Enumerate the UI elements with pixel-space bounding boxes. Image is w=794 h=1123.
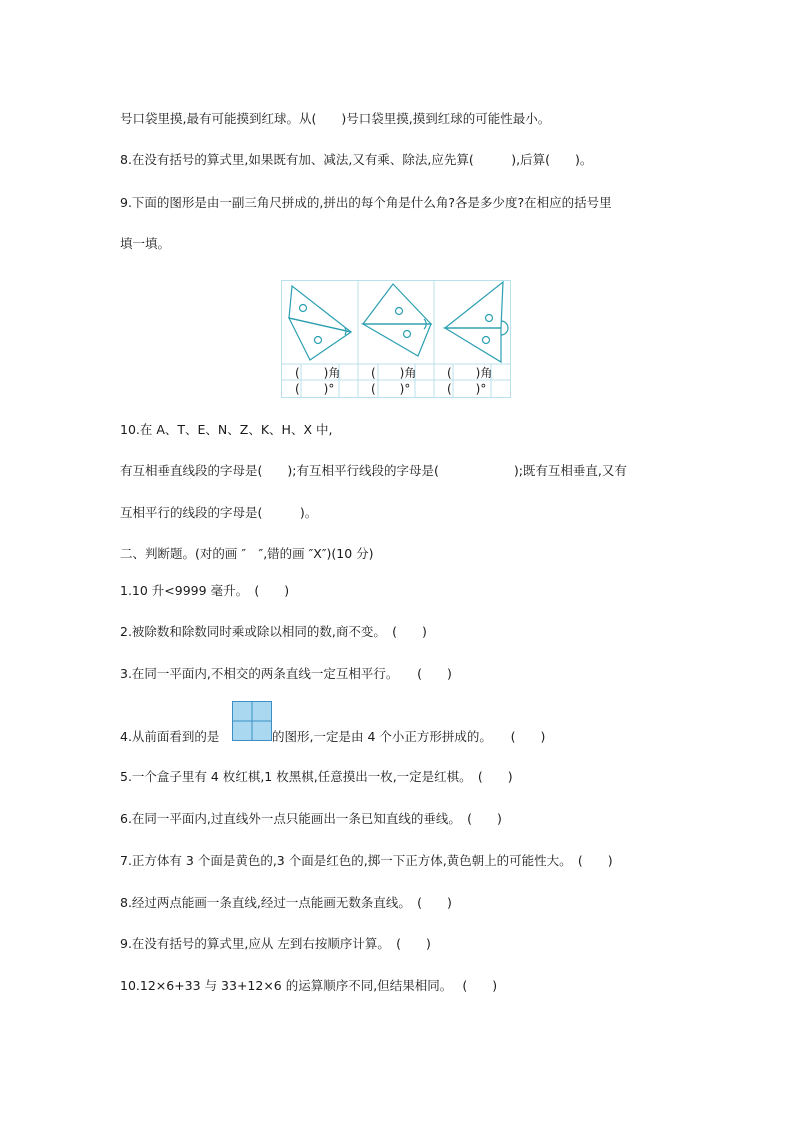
q10-line-1: 10.在 A、T、E、N、Z、K、H、X 中, [120,422,333,437]
triangle-panel-2 [363,284,431,356]
q7-line: 号口袋里摸,最有可能摸到红球。从( )号口袋里摸,摸到红球的可能性最小。 [120,111,551,126]
judge-item-7: 7.正方体有 3 个面是黄色的,3 个面是红色的,掷一下正方体,黄色朝上的可能性大。 ( ) [120,853,613,868]
q10-line-2: 有互相垂直线段的字母是( );有互相平行线段的字母是( );既有互相垂直,又有 [120,463,627,478]
triangle-panel-3 [445,282,508,362]
triangle-panel-1 [289,286,351,360]
judge-item-4-suffix: 的图形,一定是由 4 个小正方形拼成的。 ( ) [272,729,546,744]
angle-type-blank-3: ( )角 [447,366,493,380]
judge-item-6: 6.在同一平面内,过直线外一点只能画出一条已知直线的垂线。 ( ) [120,811,502,826]
section2-heading: 二、判断题。(对的画 ″ ″,错的画 ″X″)(10 分) [120,546,374,561]
q8-line: 8.在没有括号的算式里,如果既有加、减法,又有乘、除法,应先算( ),后算( )。 [120,152,593,167]
judge-item-5: 5.一个盒子里有 4 枚红棋,1 枚黑棋,任意摸出一枚,一定是红棋。 ( ) [120,769,513,784]
q9-line-2: 填一填。 [120,236,171,251]
angle-type-blank-1: ( )角 [295,366,341,380]
degree-blank-2: ( )° [371,382,411,396]
four-square-view-icon [232,701,272,741]
q10-line-3: 互相平行的线段的字母是( )。 [120,505,318,520]
figure-grid [281,280,511,398]
triangle-ruler-figure [281,280,511,398]
judge-item-3: 3.在同一平面内,不相交的两条直线一定互相平行。 ( ) [120,666,452,681]
judge-item-1: 1.10 升<9999 毫升。 ( ) [120,583,290,598]
angle-type-blank-2: ( )角 [371,366,417,380]
judge-item-2: 2.被除数和除数同时乘或除以相同的数,商不变。 ( ) [120,624,427,639]
judge-item-9: 9.在没有括号的算式里,应从 左到右按顺序计算。 ( ) [120,936,431,951]
triangle-figure-svg [281,280,511,398]
degree-blank-1: ( )° [295,382,335,396]
judge-item-4-prefix: 4.从前面看到的是 [120,729,220,744]
degree-blank-3: ( )° [447,382,487,396]
judge-item-10: 10.12×6+33 与 33+12×6 的运算顺序不同,但结果相同。 ( ) [120,978,498,993]
judge-item-8: 8.经过两点能画一条直线,经过一点能画无数条直线。 ( ) [120,895,452,910]
q9-line-1: 9.下面的图形是由一副三角尺拼成的,拼出的每个角是什么角?各是多少度?在相应的括号里 [120,195,612,210]
